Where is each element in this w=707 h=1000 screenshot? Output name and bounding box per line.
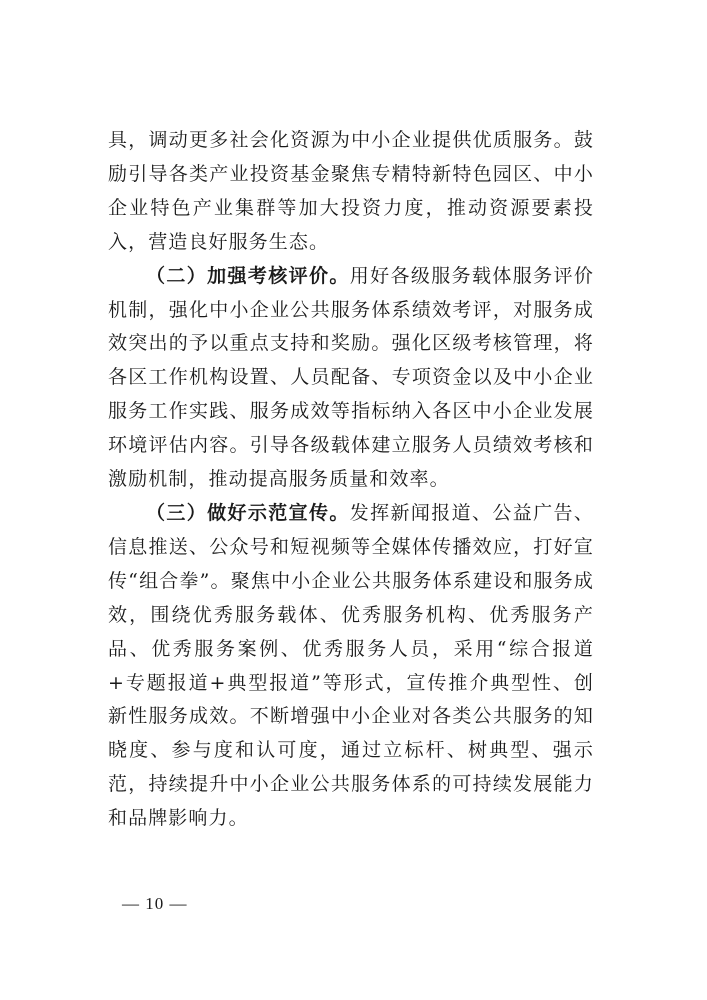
paragraph-text: 具，调动更多社会化资源为中小企业提供优质服务。鼓励引导各类产业投资基金聚焦专精特新特色园区、中小企业特色产业集群等加大投资力度，推动资源要素投入，营造良好服务生态。 bbox=[108, 129, 594, 253]
body-text bbox=[108, 124, 594, 836]
paragraph-text: 用好各级服务载体服务评价机制，强化中小企业公共服务体系绩效考评，对服务成效突出的予以重点支持和奖励。强化区级考核管理，将各区工作机构设置、人员配备、专项资金以及中小企业服务工作实践、服务成效等指标纳入各区中小企业发展环境评估内容。引导各级载体建立服务人员绩效考核和激励机制，推动提高服务质量和效率。 bbox=[108, 264, 594, 491]
page-number: — 10 — bbox=[122, 894, 188, 913]
section-heading-publicity: （三）做好示范宣传。 bbox=[146, 501, 350, 524]
paragraph-continuation bbox=[108, 124, 594, 260]
paragraph-assessment bbox=[108, 260, 594, 497]
section-heading-assessment: （二）加强考核评价。 bbox=[146, 264, 350, 287]
paragraph-text: 发挥新闻报道、公益广告、信息推送、公众号和短视频等全媒体传播效应，打好宣传“组合拳”。聚焦中小企业公共服务体系建设和服务成效，围绕优秀服务载体、优秀服务机构、优秀服务产品、优秀服务案例、优秀服务人员，采用“综合报道+专题报道+典型报道”等形式，宣传推介典型性、创新性服务成效。不断增强中小企业对各类公共服务的知晓度、参与度和认可度，通过立标杆、树典型、强示范，持续提升中小企业公共服务体系的可持续发展能力和品牌影响力。 bbox=[108, 501, 594, 830]
paragraph-publicity bbox=[108, 497, 594, 836]
